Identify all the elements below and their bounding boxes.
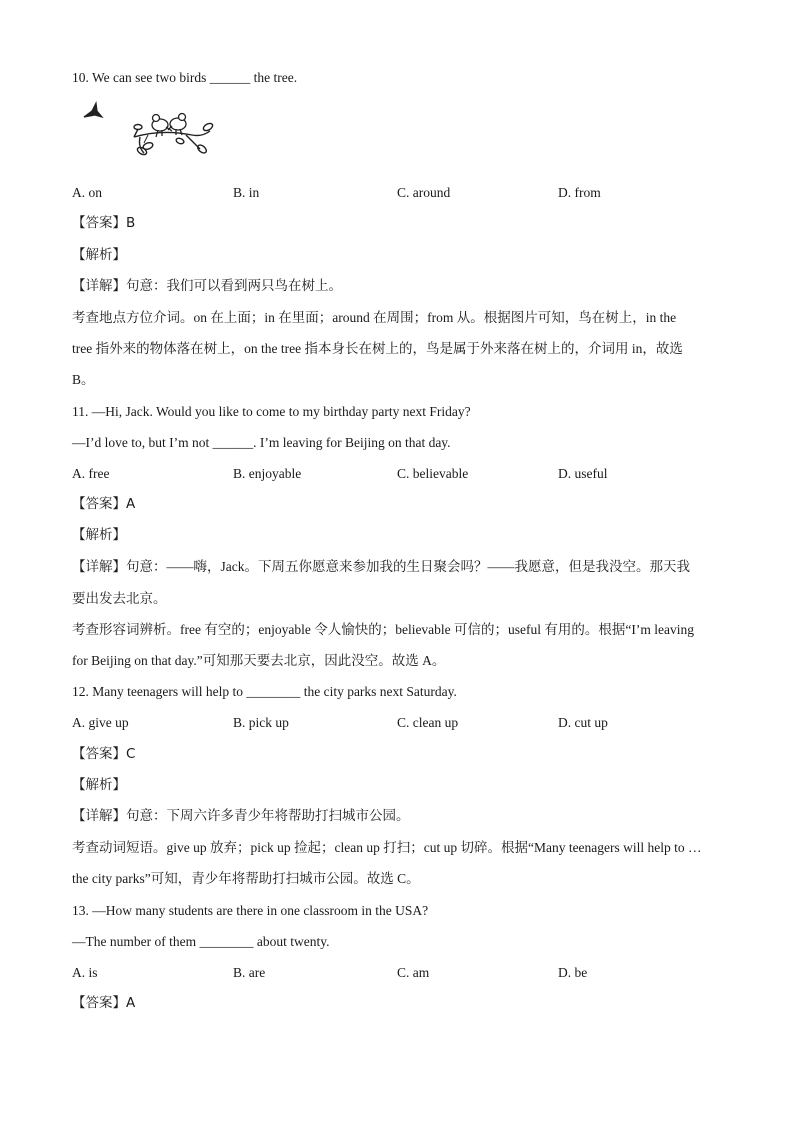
birds-on-tree-image (82, 97, 222, 167)
q10-stem: 10. We can see two birds ______ the tree. (72, 70, 298, 85)
q10-answer: 【答案】B (72, 215, 136, 232)
q12-analysis-label: 【解析】 (72, 776, 126, 793)
q13-option-d: D. be (558, 964, 588, 980)
q10-options (72, 177, 732, 208)
q10-option-d: D. from (558, 185, 601, 201)
q12-option-c: C. clean up (397, 715, 459, 731)
q10-option-b: B. in (233, 185, 260, 201)
q11-stem: 11. —Hi, Jack. Would you like to come to my birthday party next Friday? (72, 403, 471, 419)
q13-option-a: A. is (72, 964, 98, 980)
q10-detail: 【详解】句意：我们可以看到两只鸟在树上。 (72, 277, 342, 294)
q11-option-c: C. believable (397, 465, 469, 481)
q11-detail-line-1: 【详解】句意：——嗨，Jack。下周五你愿意来参加我的生日聚会吗？——我愿意，但是我没空。那天我 (72, 559, 690, 575)
q12-explanation-line-1: 考查动词短语。give up 放弃；pick up 捡起；clean up 打扫；cut up 切碎。根据“Many teenagers will help to … (72, 840, 702, 856)
q11-analysis-label: 【解析】 (72, 527, 126, 544)
q11-explanation-line-1: 考查形容词辨析。free 有空的；enjoyable 令人愉快的；believable 可信的；useful 有用的。根据“I’m leaving (72, 621, 695, 637)
q11-options (72, 458, 732, 489)
q12-stem: 12. Many teenagers will help to ________ the city parks next Saturday. (72, 684, 457, 700)
q10-option-a: A. on (72, 185, 102, 201)
q12-option-b: B. pick up (233, 715, 289, 731)
q12-option-a: A. give up (72, 715, 129, 731)
q10-explanation-line-3: B。 (72, 372, 95, 388)
q11-option-a: A. free (72, 465, 110, 481)
q12-explanation-line-2: the city parks”可知，青少年将帮助打扫城市公园。故选 C。 (72, 871, 420, 887)
q11-explanation-line-2: for Beijing on that day.”可知那天要去北京，因此没空。故选 A。 (72, 653, 446, 668)
q12-options (72, 707, 732, 738)
q13-stem: 13. —How many students are there in one classroom in the USA? (72, 902, 429, 918)
q13-answer: 【答案】A (72, 995, 136, 1012)
q12-option-d: D. cut up (558, 715, 608, 731)
q11-detail-line-2: 要出发去北京。 (72, 590, 167, 606)
q11-option-d: D. useful (558, 465, 608, 481)
document-page (72, 62, 732, 1019)
q12-answer: 【答案】C (72, 745, 136, 762)
q10-explanation-line-2: tree 指外来的物体落在树上，on the tree 指本身长在树上的，鸟是属于外来落在树上的，介词用 in，故选 (72, 341, 683, 357)
q11-stem-reply: —I’d love to, but I’m not ______. I’m leaving for Beijing on that day. (72, 434, 451, 450)
q10-explanation-line-1: 考查地点方位介词。on 在上面；in 在里面；around 在周围；from 从。根据图片可知，鸟在树上，in the (72, 309, 677, 325)
flying-bird-icon (84, 103, 102, 117)
q13-stem-reply: —The number of them ________ about twenty. (72, 933, 330, 949)
q12-detail: 【详解】句意：下周六许多青少年将帮助打扫城市公园。 (72, 807, 410, 824)
q10-option-c: C. around (397, 185, 451, 201)
q13-options (72, 957, 732, 988)
q13-option-c: C. am (397, 964, 430, 980)
birds-on-tree-figure (72, 93, 732, 177)
q11-option-b: B. enjoyable (233, 465, 302, 481)
q13-option-b: B. are (233, 964, 266, 980)
q11-answer: 【答案】A (72, 496, 136, 513)
q10-analysis-label: 【解析】 (72, 246, 126, 263)
